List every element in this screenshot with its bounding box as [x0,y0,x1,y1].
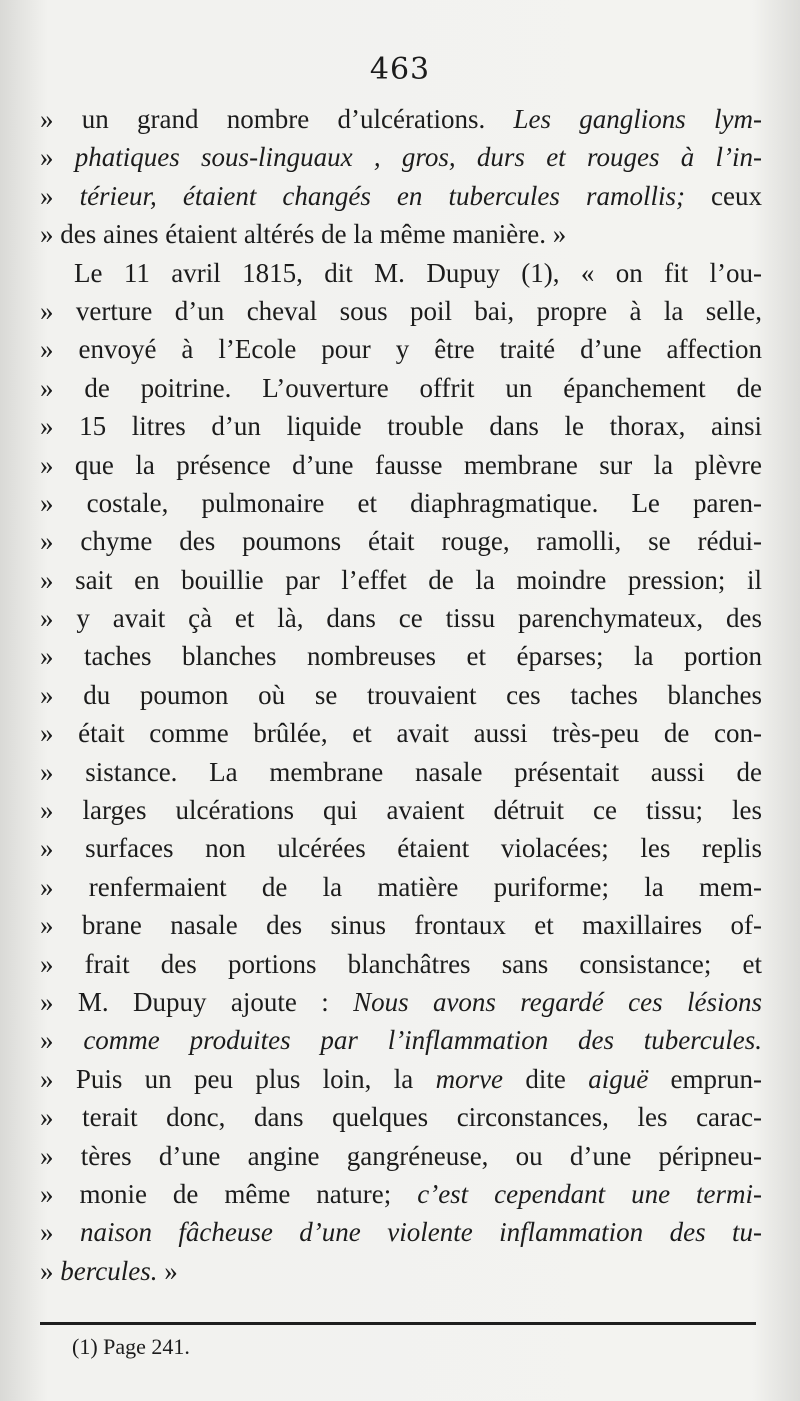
text-run: » chyme des poumons était rouge, ramolli, se rédui- [40,526,762,557]
italic-text-run: c’est cependant une termi- [417,1178,762,1209]
text-run: » terait donc, dans quelques circonstances, les carac- [40,1102,762,1133]
text-line [40,753,762,791]
text-line [40,330,762,368]
text-run: » frait des portions blanchâtres sans consistance; et [40,948,762,979]
text-line [40,369,762,407]
italic-text-run: Nous avons regardé ces lésions [353,986,762,1017]
italic-text-run: phatiques sous-linguaux , gros, durs et rouges à l’in- [74,142,762,173]
text-line [40,868,762,906]
text-run: » Puis un peu plus loin, la [40,1063,436,1094]
text-run: » taches blanches nombreuses et éparses; la portion [40,641,762,672]
text-run: » [40,142,75,173]
text-line [40,829,762,867]
text-line [40,906,762,944]
italic-text-run: Les ganglions lym- [513,104,762,134]
text-line [40,561,762,599]
text-run: » monie de même nature; [40,1178,418,1209]
text-line [40,599,762,637]
text-line [40,1137,762,1175]
text-line [40,983,762,1021]
text-line [40,1098,762,1136]
text-line [40,637,762,675]
text-line [40,945,762,983]
main-text-block [40,100,762,1290]
text-run: » y avait çà et là, dans ce tissu parenchymateux, des [40,603,762,634]
text-line [40,292,762,330]
text-run: ceux [684,180,763,211]
text-run: » [40,1255,61,1286]
text-run: » envoyé à l’Ecole pour y être traité d’une affection [40,334,762,365]
text-run: emprun- [648,1063,762,1094]
text-run: » brane nasale des sinus frontaux et maxillaires of- [40,910,762,941]
text-run: » [40,1217,80,1248]
text-run: » 15 litres d’un liquide trouble dans le thorax, ainsi [40,411,762,442]
text-run: » renfermaient de la matière puriforme; la mem- [40,871,762,902]
text-line [40,791,762,829]
text-line [40,1252,762,1290]
text-run: » surfaces non ulcérées étaient violacées; les replis [40,833,762,864]
footnote: (1) Page 241. [72,1334,190,1359]
text-line [40,254,762,292]
text-line [40,676,762,714]
text-run: » [40,180,80,211]
text-line [40,215,762,253]
text-line [40,1060,762,1098]
text-run: » [40,1025,84,1056]
text-run: » sait en bouillie par l’effet de la moindre pression; il [40,564,762,595]
text-line [40,714,762,752]
text-run: » M. Dupuy ajoute : [40,986,354,1017]
text-run: » était comme brûlée, et avait aussi très-peu de con- [40,718,762,749]
text-run: » costale, pulmonaire et diaphragmatique. Le paren- [40,487,762,518]
italic-text-run: bercules. [60,1255,158,1286]
text-line [40,1213,762,1251]
text-run: » du poumon où se trouvaient ces taches blanches [40,679,762,710]
text-line [40,446,762,484]
text-line [40,100,762,138]
text-run: » larges ulcérations qui avaient détruit ce tissu; les [40,795,762,826]
text-line [40,1175,762,1213]
italic-text-run: comme produites par l’inflammation des tubercules. [83,1025,763,1056]
page-number: 463 [369,52,431,87]
text-run: Le 11 avril 1815, dit M. Dupuy (1), « on fit l’ou- [74,257,762,288]
text-line [40,177,762,215]
text-run: » des aines étaient altérés de la même manière. » [40,219,567,250]
text-line [40,484,762,522]
italic-text-run: morve [435,1063,504,1094]
text-line [40,138,762,176]
text-run: » verture d’un cheval sous poil bai, propre à la selle, [40,295,762,326]
italic-text-run: naison fâcheuse d’une violente inflammation des tu- [79,1217,763,1248]
text-run: » de poitrine. L’ouverture offrit un épanchement de [40,372,762,403]
text-line [40,407,762,445]
text-run: » tères d’une angine gangréneuse, ou d’une péripneu- [40,1140,762,1171]
text-run: » [157,1255,178,1286]
text-line [40,1021,762,1059]
footnote-rule [40,1322,756,1325]
text-run: » sistance. La membrane nasale présentait aussi de [40,756,762,787]
italic-text-run: aiguë [588,1063,649,1094]
text-run: dite [503,1063,589,1094]
italic-text-run: térieur, étaient changés en tubercules ramollis; [79,180,685,211]
text-line [40,522,762,560]
text-run: » que la présence d’une fausse membrane sur la plèvre [40,449,762,480]
text-run: » un grand nombre d’ulcérations. [40,104,514,134]
